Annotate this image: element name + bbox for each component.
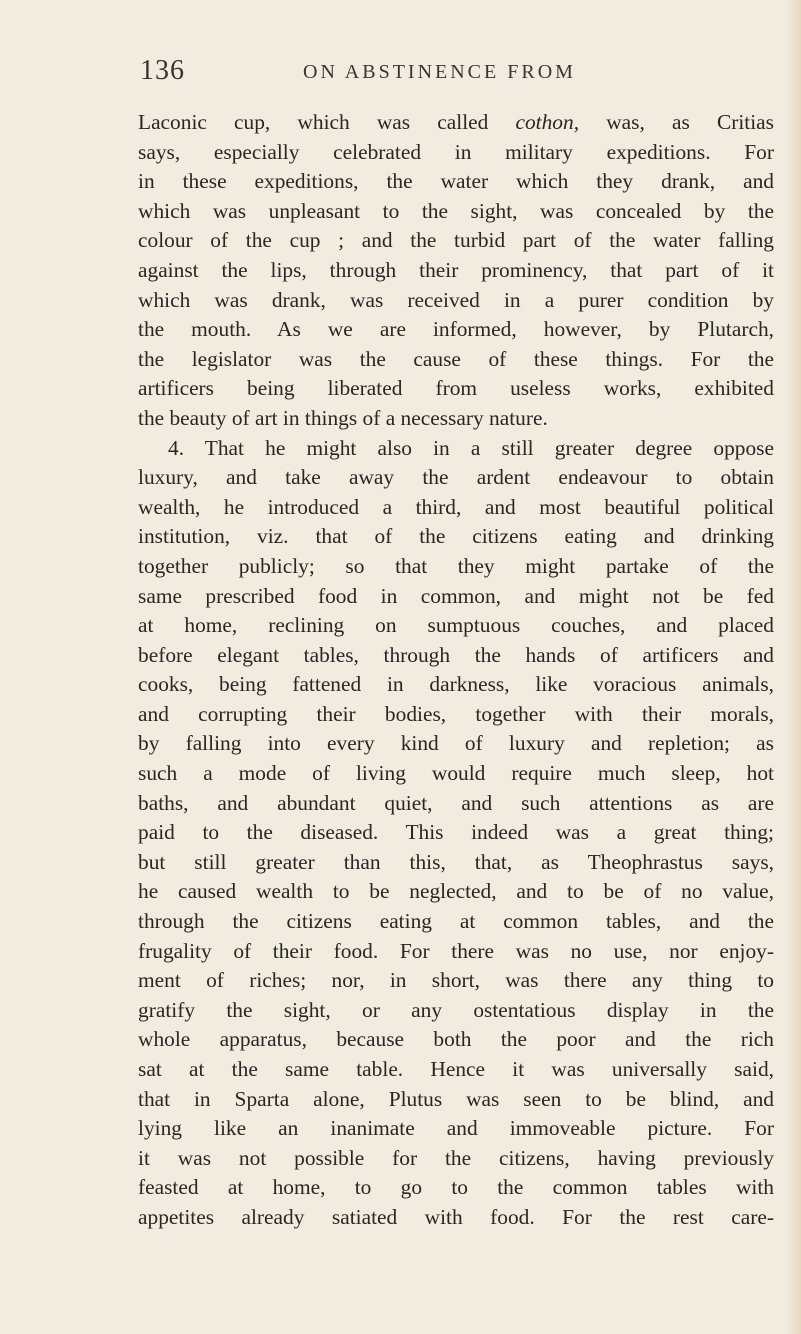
- italic-word: cothon,: [515, 110, 580, 134]
- text-line: gratify the sight, or any ostentatious display in the: [138, 997, 774, 1022]
- text-line: against the lips, through their prominency, that part of it: [138, 257, 774, 282]
- text-line: frugality of their food. For there was no use, nor enjoy-: [138, 938, 774, 963]
- text-line: appetites already satiated with food. For the rest care-: [138, 1204, 774, 1229]
- text-line: feasted at home, to go to the common tables with: [138, 1175, 774, 1200]
- text-line: Laconic cup, which was called cothon, was, as Critias: [138, 110, 774, 134]
- text-line: ment of riches; nor, in short, was there any thing to: [138, 968, 774, 993]
- text-line: before elegant tables, through the hands of artificers and: [138, 642, 774, 667]
- running-header: [0, 55, 801, 95]
- text-line: whole apparatus, because both the poor and the rich: [138, 1027, 774, 1052]
- text-line: it was not possible for the citizens, having previously: [138, 1145, 774, 1170]
- text-line: colour of the cup ; and the turbid part of the water falling: [138, 228, 774, 253]
- text-line: same prescribed food in common, and might not be fed: [138, 583, 774, 608]
- text-line: by falling into every kind of luxury and repletion; as: [138, 731, 774, 756]
- text-line: cooks, being fattened in darkness, like voracious animals,: [138, 672, 774, 697]
- text-line: wealth, he introduced a third, and most beautiful political: [138, 494, 774, 519]
- text-line: that in Sparta alone, Plutus was seen to be blind, and: [138, 1086, 774, 1111]
- text-line: at home, reclining on sumptuous couches, and placed: [138, 613, 774, 638]
- text-line: luxury, and take away the ardent endeavour to obtain: [138, 465, 774, 490]
- text-line: such a mode of living would require much sleep, hot: [138, 761, 774, 786]
- running-title: ON ABSTINENCE FROM: [303, 61, 576, 83]
- text-line: artificers being liberated from useless works, exhibited: [138, 376, 774, 401]
- page-number: 136: [140, 55, 185, 86]
- text-line: baths, and abundant quiet, and such attentions as are: [138, 790, 774, 815]
- text-line: institution, viz. that of the citizens eating and drinking: [138, 524, 774, 549]
- text-line: which was drank, was received in a purer condition by: [138, 287, 774, 312]
- text-line: he caused wealth to be neglected, and to be of no value,: [138, 879, 774, 904]
- text-line: through the citizens eating at common tables, and the: [138, 909, 774, 934]
- text-line: the legislator was the cause of these things. For the: [138, 346, 774, 371]
- text-line: but still greater than this, that, as Theophrastus says,: [138, 849, 774, 874]
- page-edge-shadow: [785, 0, 801, 1334]
- text-line: lying like an inanimate and immoveable picture. For: [138, 1116, 774, 1141]
- text-line: the beauty of art in things of a necessary nature.: [138, 405, 548, 430]
- text-line: together publicly; so that they might partake of the: [138, 553, 774, 578]
- text-line: says, especially celebrated in military expeditions. For: [138, 139, 774, 164]
- text-line: 4. That he might also in a still greater degree oppose: [168, 435, 774, 460]
- text-line: the mouth. As we are informed, however, by Plutarch,: [138, 317, 774, 342]
- text-line: paid to the diseased. This indeed was a great thing;: [138, 820, 774, 845]
- body-text: [138, 108, 774, 1233]
- text-line: and corrupting their bodies, together with their morals,: [138, 701, 774, 726]
- text-line: sat at the same table. Hence it was universally said,: [138, 1057, 774, 1081]
- text-line: which was unpleasant to the sight, was concealed by the: [138, 198, 774, 223]
- text-line: in these expeditions, the water which they drank, and: [138, 169, 774, 194]
